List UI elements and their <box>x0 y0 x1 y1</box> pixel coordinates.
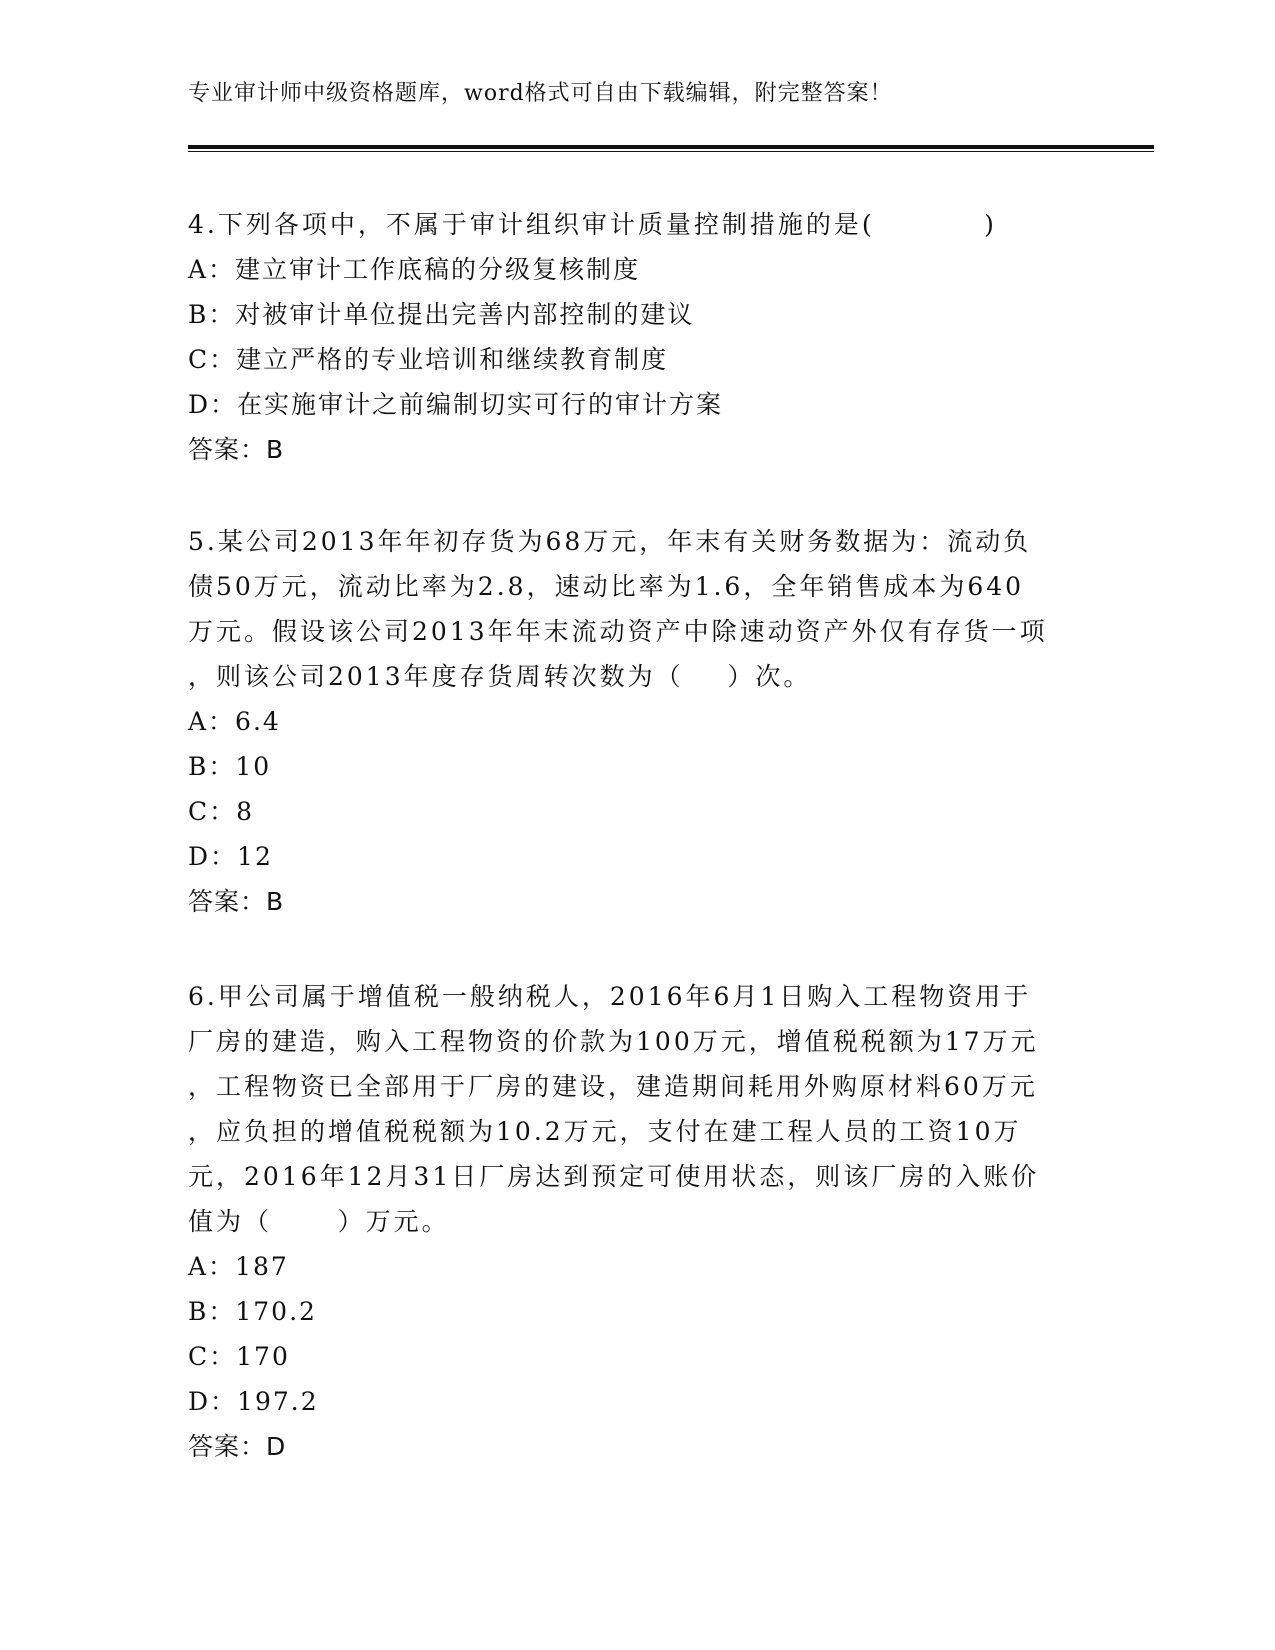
header-rule <box>188 145 1154 149</box>
question-stem-line: 值为（ ）万元。 <box>188 1207 450 1236</box>
question-stem-line: 厂房的建造，购入工程物资的价款为100万元，增值税税额为17万元 <box>188 1027 1039 1056</box>
question-stem-line: 6.甲公司属于增值税一般纳税人，2016年6月1日购入工程物资用于 <box>188 982 1032 1011</box>
option-c: C：建立严格的专业培训和继续教育制度 <box>188 345 669 374</box>
question-6 <box>188 974 1088 1469</box>
answer-label: 答案：B <box>188 435 285 464</box>
option-a: A：6.4 <box>188 707 281 736</box>
option-c: C：8 <box>188 797 255 826</box>
option-b: B：对被审计单位提出完善内部控制的建议 <box>188 300 695 329</box>
option-d: D：在实施审计之前编制切实可行的审计方案 <box>188 390 724 419</box>
header-rule-thin <box>188 151 1154 152</box>
question-stem-line: 债50万元，流动比率为2.8，速动比率为1.6，全年销售成本为640 <box>188 572 1025 601</box>
option-b: B：170.2 <box>188 1297 317 1326</box>
option-d: D：12 <box>188 842 273 871</box>
option-a: A：187 <box>188 1252 289 1281</box>
question-stem-line: 万元。假设该公司2013年年末流动资产中除速动资产外仅有存货一项 <box>188 617 1048 646</box>
option-c: C：170 <box>188 1342 290 1371</box>
question-stem-line: ，则该公司2013年度存货周转次数为（ ）次。 <box>188 662 812 691</box>
answer-label: 答案：D <box>188 1432 287 1461</box>
answer-label: 答案：B <box>188 887 285 916</box>
option-d: D：197.2 <box>188 1387 319 1416</box>
question-stem-line: ，应负担的增值税税额为10.2万元，支付在建工程人员的工资10万 <box>188 1117 1022 1146</box>
question-stem-line: ，工程物资已全部用于厂房的建设，建造期间耗用外购原材料60万元 <box>188 1072 1038 1101</box>
question-4 <box>188 202 1088 472</box>
question-stem-line: 元，2016年12月31日厂房达到预定可使用状态，则该厂房的入账价 <box>188 1162 1040 1191</box>
question-stem-line: 4.下列各项中，不属于审计组织审计质量控制措施的是( ) <box>188 210 997 239</box>
page-header: 专业审计师中级资格题库，word格式可自由下载编辑，附完整答案！ <box>188 81 893 106</box>
question-stem-line: 5.某公司2013年年初存货为68万元，年末有关财务数据为：流动负 <box>188 527 1032 556</box>
option-b: B：10 <box>188 752 272 781</box>
question-5 <box>188 519 1088 924</box>
option-a: A：建立审计工作底稿的分级复核制度 <box>188 255 641 284</box>
